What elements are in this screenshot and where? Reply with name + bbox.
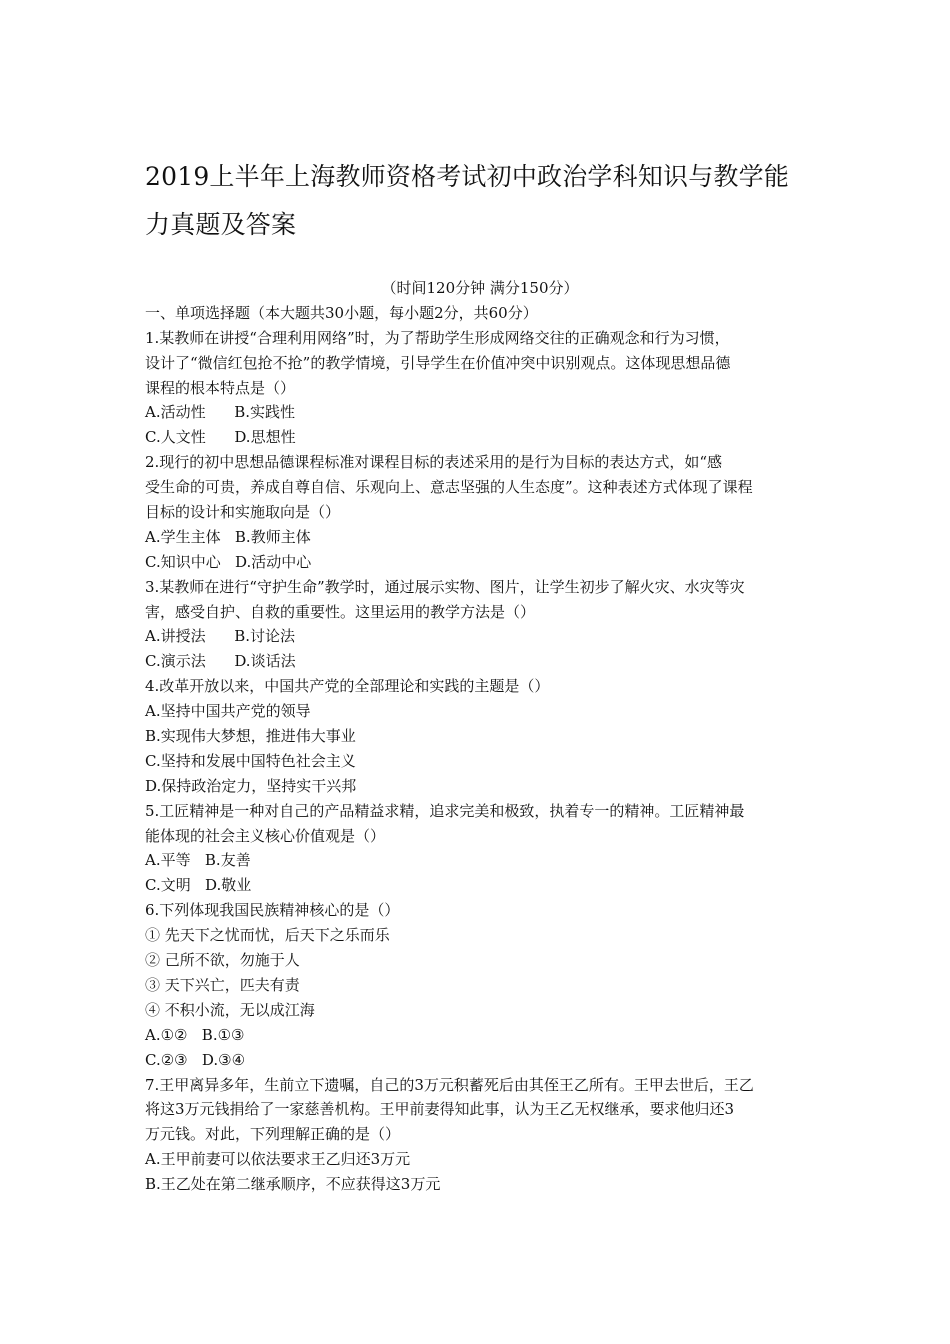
title-line-1: 2019上半年上海教师资格考试初中政治学科知识与教学能 <box>145 162 790 191</box>
question-5 <box>145 799 815 899</box>
answer-options: C.②③ D.③④ <box>145 1050 246 1069</box>
answer-options: A.活动性 B.实践性 <box>145 403 296 422</box>
answer-option-b: B.王乙处在第二继承顺序，不应获得这3万元 <box>145 1175 441 1194</box>
answer-options: C.演示法 D.谈话法 <box>145 652 296 671</box>
question-text-line: 目标的设计和实施取向是（） <box>145 503 341 522</box>
question-1 <box>145 326 815 450</box>
question-text-line: 4.改革开放以来，中国共产党的全部理论和实践的主题是（） <box>145 677 550 696</box>
question-6 <box>145 898 815 1072</box>
question-text-line: 1.某教师在讲授“合理利用网络”时，为了帮助学生形成网络交往的正确观念和行为习惯， <box>145 328 730 347</box>
answer-option-a: A.坚持中国共产党的领导 <box>145 702 311 721</box>
question-2 <box>145 450 815 574</box>
question-text-line: 5.工匠精神是一种对自己的产品精益求精，追求完美和极致，执着专一的精神。工匠精神最 <box>145 801 745 820</box>
title-line-2: 力真题及答案 <box>145 210 297 239</box>
statement-4: ④ 不积小流，无以成江海 <box>145 1000 315 1019</box>
answer-options: C.文明 D.敬业 <box>145 876 252 895</box>
question-text-line: 7.王甲离异多年，生前立下遗嘱，自己的3万元积蓄死后由其侄王乙所有。王甲去世后，王乙 <box>145 1075 754 1094</box>
document-body <box>145 276 815 1197</box>
section-heading: 一、单项选择题（本大题共30小题，每小题2分，共60分） <box>145 303 538 322</box>
answer-option-d: D.保持政治定力，坚持实干兴邦 <box>145 776 357 795</box>
answer-option-c: C.坚持和发展中国特色社会主义 <box>145 751 356 770</box>
question-4 <box>145 674 815 798</box>
question-text-line: 2.现行的初中思想品德课程标准对课程目标的表述采用的是行为目标的表达方式，如“感 <box>145 453 722 472</box>
answer-options: A.讲授法 B.讨论法 <box>145 627 296 646</box>
question-text-line: 设计了“微信红包抢不抢”的教学情境，引导学生在价值冲突中识别观点。这体现思想品德 <box>145 353 731 372</box>
statement-2: ② 己所不欲，勿施于人 <box>145 951 300 970</box>
statement-3: ③ 天下兴亡，匹夫有责 <box>145 975 300 994</box>
answer-options: C.知识中心 D.活动中心 <box>145 552 312 571</box>
question-text-line: 课程的根本特点是（） <box>145 378 296 397</box>
question-text-line: 害，感受自护、自救的重要性。这里运用的教学方法是（） <box>145 602 536 621</box>
answer-options: C.人文性 D.思想性 <box>145 428 296 447</box>
question-text-line: 万元钱。对此，下列理解正确的是（） <box>145 1125 401 1144</box>
question-text-line: 将这3万元钱捐给了一家慈善机构。王甲前妻得知此事，认为王乙无权继承，要求他归还3 <box>145 1100 735 1119</box>
exam-info: （时间120分钟 满分150分） <box>381 279 579 297</box>
question-3 <box>145 575 815 675</box>
question-text-line: 3.某教师在进行“守护生命”教学时，通过展示实物、图片，让学生初步了解火灾、水灾等灾 <box>145 577 745 596</box>
question-text-line: 6.下列体现我国民族精神核心的是（） <box>145 901 400 920</box>
question-text-line: 受生命的可贵，养成自尊自信、乐观向上、意志坚强的人生态度”。这种表述方式体现了课程 <box>145 478 753 497</box>
answer-options: A.①② B.①③ <box>145 1025 245 1044</box>
question-7 <box>145 1073 815 1197</box>
answer-option-b: B.实现伟大梦想，推进伟大事业 <box>145 727 356 746</box>
answer-options: A.学生主体 B.教师主体 <box>145 527 311 546</box>
statement-1: ① 先天下之忧而忧，后天下之乐而乐 <box>145 926 390 945</box>
answer-options: A.平等 B.友善 <box>145 851 251 870</box>
answer-option-a: A.王甲前妻可以依法要求王乙归还3万元 <box>145 1150 411 1169</box>
document-title <box>145 153 825 249</box>
question-text-line: 能体现的社会主义核心价值观是（） <box>145 826 386 845</box>
